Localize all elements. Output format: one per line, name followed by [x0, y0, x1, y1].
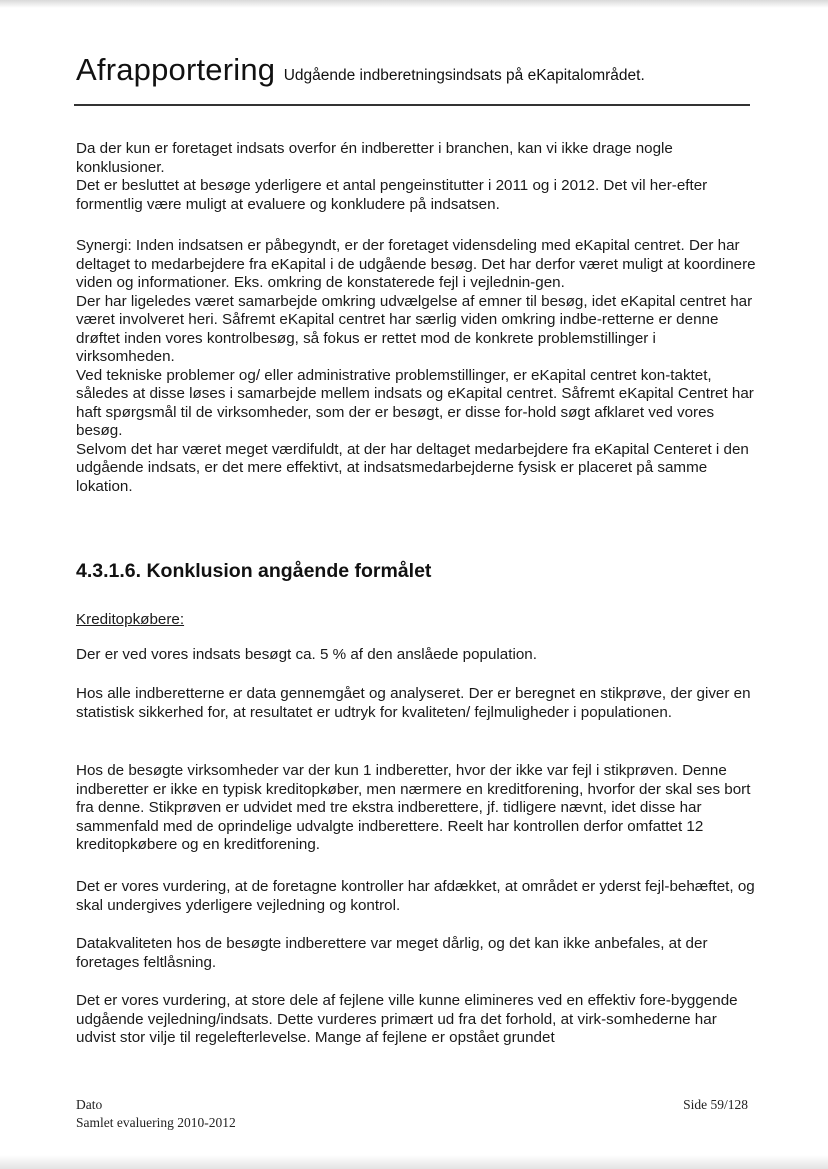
footer-page-number: Side 59/128 — [683, 1097, 748, 1112]
conclusion-paragraph-3: Hos de besøgte virksomheder var der kun 1 indberetter, hvor der ikke var fejl i stikprøven. Denne indberetter er ikke en typisk kreditopkøber, men nærmere en kreditforening, hvorfor der skal ses bort fra denne. Stikprøven er udvidet med tre ekstra indberettere, jf. tidligere nævnt, idet disse har sammenfald med de oprindelige udvalgte indberettere. Reelt har kontrollen derfor omfattet 12 kreditopkøbere og en kreditforening. — [76, 762, 751, 853]
page-header — [76, 52, 756, 88]
header-subtitle: Udgående indberetningsindsats på eKapitalområdet. — [283, 67, 645, 84]
conclusion-paragraph-4: Det er vores vurdering, at de foretagne kontroller har afdækket, at området er yderst fejl-behæftet, og skal undergives yderligere vejledning og kontrol. — [76, 878, 755, 914]
header-title: Afrapportering — [76, 52, 276, 87]
intro-block — [76, 140, 756, 214]
synergi-paragraph-1: Synergi: Inden indsatsen er påbegyndt, er der foretaget vidensdeling med eKapital centret. Der har deltaget to medarbejdere fra eKapital i de udgående besøg. Det har derfor været muligt at koordinere viden og informationer. Eks. omkring de konstaterede fejl i vejlednin-gen. — [76, 237, 756, 291]
synergi-paragraph-3: Ved tekniske problemer og/ eller administrative problemstillinger, er eKapital centret kon-taktet, således at disse løses i samarbejde mellem indsats og eKapital centret. Såfremt eKapital Centret har haft spørgsmål til de virksomheder, som der er besøgt, er disse for-hold søgt afklaret ved vores besøg. — [76, 366, 754, 439]
conclusion-paragraph-2: Hos alle indberetterne er data gennemgået og analyseret. Der er beregnet en stikprøve, der giver en statistisk sikkerhed for, at resultatet er udtryk for kvaliteten/ fejlmuligheder i populationen. — [76, 685, 751, 721]
synergi-block — [76, 237, 756, 496]
header-divider — [74, 104, 750, 106]
footer-document-title: Samlet evaluering 2010-2012 — [76, 1115, 236, 1130]
synergi-paragraph-4: Selvom det har været meget værdifuldt, at der har deltaget medarbejdere fra eKapital Centeret i den udgående indsats, er det mere effektivt, at indsatsmedarbejderne fysisk er placeret på samme lokation. — [76, 440, 749, 495]
scan-bottom-edge — [0, 1155, 828, 1169]
footer-date-label: Dato — [76, 1097, 103, 1112]
conclusion-paragraph-5: Datakvaliteten hos de besøgte indberettere var meget dårlig, og det kan ikke anbefales, at der foretages feltlåsning. — [76, 935, 708, 971]
conclusion-paragraph-6: Det er vores vurdering, at store dele af fejlene ville kunne elimineres ved en effektiv fore-byggende udgående vejledning/indsats. Dette vurderes primært ud fra det forhold, at virk-somhederne har udvist stor vilje til regelefterlevelse. Mange af fejlene er opstået grundet — [76, 992, 738, 1046]
scan-top-edge — [0, 0, 828, 8]
section-heading: 4.3.1.6. Konklusion angående formålet — [76, 560, 432, 582]
synergi-paragraph-2: Der har ligeledes været samarbejde omkring udvælgelse af emner til besøg, idet eKapital centret har været involveret heri. Såfremt eKapital centret har særlig viden omkring indbe-retterne er denne drøftet inden vores kontrolbesøg, så fokus er rettet mod de konkrete problemstillinger i virksomheden. — [76, 292, 753, 365]
footer-left — [76, 1096, 236, 1132]
intro-paragraph-1: Da der kun er foretaget indsats overfor én indberetter i branchen, kan vi ikke drage nogle konklusioner. — [76, 140, 673, 176]
intro-paragraph-2: Det er besluttet at besøge yderligere et antal pengeinstitutter i 2011 og i 2012. Det vil her-efter formentlig være muligt at evaluere og konkludere på indsatsen. — [76, 177, 708, 213]
conclusion-paragraph-1: Der er ved vores indsats besøgt ca. 5 % af den anslåede population. — [76, 646, 537, 663]
subheading-kreditopkobere: Kreditopkøbere: — [76, 611, 185, 628]
